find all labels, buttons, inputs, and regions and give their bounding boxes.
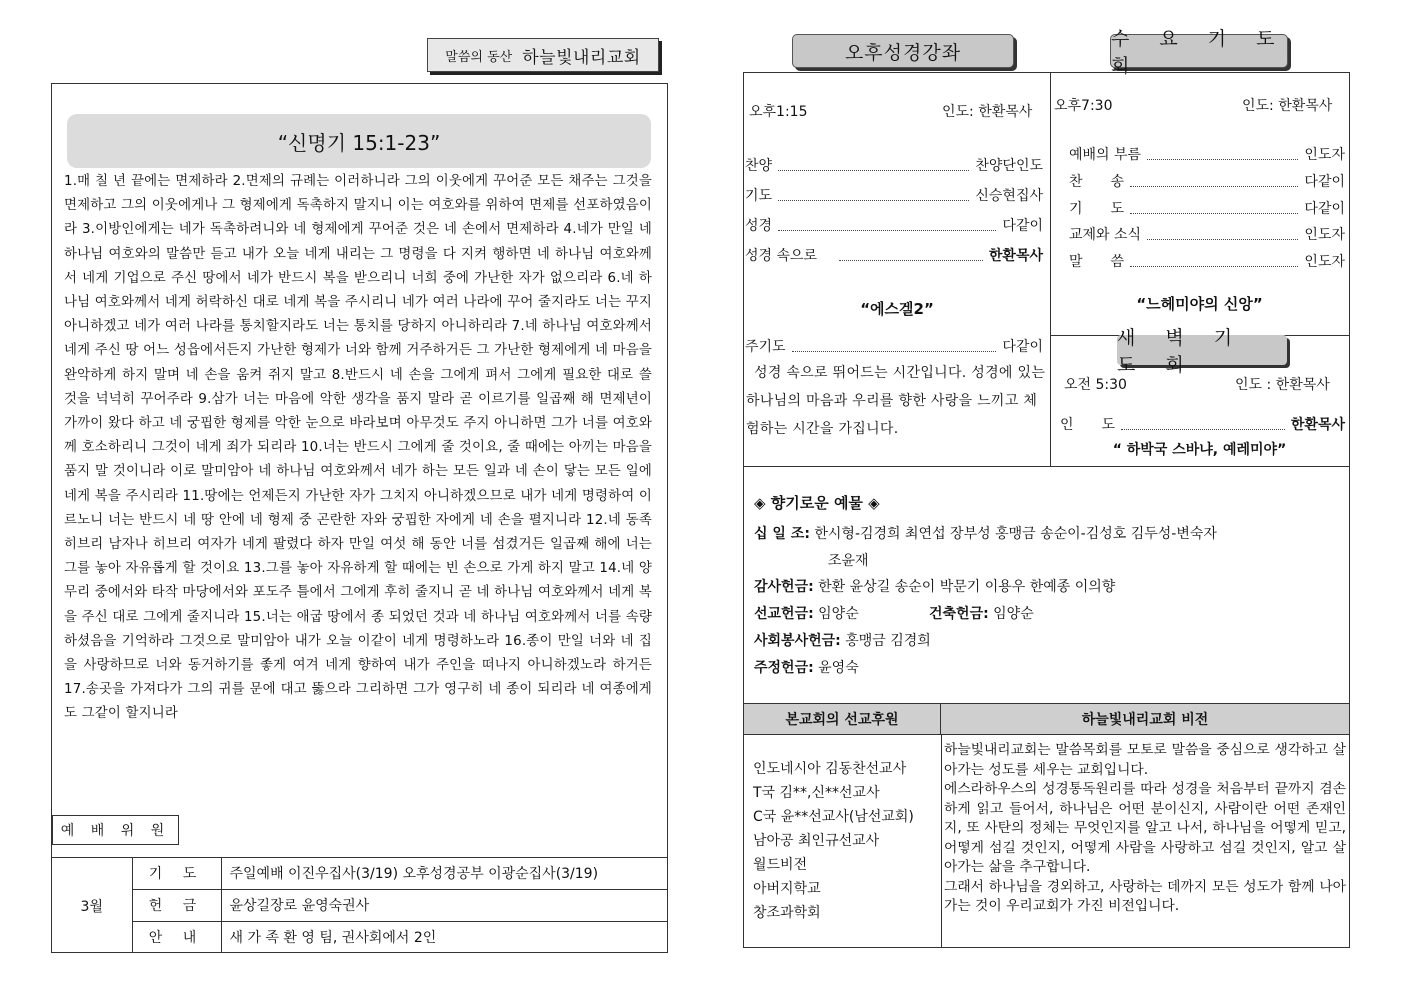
dawn-sermon-title: “ 하박국 스바냐, 예레미야” — [1112, 442, 1287, 458]
offering-mission: 선교헌금: 임양순 — [754, 606, 859, 622]
dawn-leader: 인도 : 한환목사 — [1235, 377, 1330, 393]
afternoon-time: 오후1:15 — [749, 104, 808, 120]
duty-role: 기 도 — [132, 858, 221, 890]
offering-building: 건축헌금: 임양순 — [929, 606, 1034, 622]
list-item: 창조과학회 — [753, 905, 821, 921]
column-divider — [1050, 73, 1051, 466]
table-row — [52, 921, 667, 953]
worship-committee-label: 예 배 위 원 — [52, 815, 179, 845]
scripture-title: “신명기 15:1-23” — [67, 114, 651, 168]
duty-month: 3월 — [52, 858, 132, 954]
wednesday-order-item: 찬 송 다같이 — [1069, 174, 1345, 190]
table-row — [52, 858, 667, 890]
list-item: 아버지학교 — [753, 881, 821, 897]
wednesday-prayer-header: 수 요 기 도 회 — [1111, 28, 1287, 77]
wednesday-time: 오후7:30 — [1054, 98, 1113, 114]
section-divider — [744, 466, 1349, 467]
list-item: 월드비전 — [753, 857, 808, 873]
table-row — [52, 889, 667, 921]
duty-detail: 주일예배 이진우집사(3/19) 오후성경공부 이광순집사(3/19) — [221, 858, 667, 890]
vision-header: 하늘빛내리교회 비전 — [941, 703, 1349, 735]
duty-role: 헌 금 — [132, 889, 221, 921]
afternoon-order-item: 성경 다같이 — [745, 218, 1043, 234]
list-item: T국 김**,신**선교사 — [753, 785, 880, 801]
church-title-tag — [427, 38, 659, 72]
list-item: 남아공 최인규선교사 — [753, 833, 880, 849]
afternoon-description: 성경 속으로 뛰어드는 시간입니다. 성경에 있는 하나님의 마음과 우리를 향한 사랑을 느끼고 체험하는 시간을 가집니다. — [746, 365, 1046, 437]
dawn-prayer-header: 새 벽 기 도 회 — [1117, 335, 1287, 365]
afternoon-order-item: 주기도 다같이 — [745, 339, 1043, 355]
offering-tithe-cont: 조윤재 — [828, 553, 869, 569]
missions-header: 본교회의 선교후원 — [744, 703, 941, 735]
afternoon-order-item: 찬양 찬양단인도 — [745, 158, 1043, 174]
afternoon-sermon-title: “에스겔2” — [860, 300, 934, 318]
wednesday-order-item: 예배의 부름 인도자 — [1069, 147, 1345, 163]
scripture-panel — [51, 83, 668, 953]
offering-social: 사회봉사헌금: 홍맹금 김경희 — [754, 633, 931, 649]
wednesday-order-item: 교제와 소식 인도자 — [1069, 227, 1345, 243]
vision-text: 하늘빛내리교회는 말씀목회를 모토로 말씀을 중심으로 생각하고 살아가는 성도를 세우는 교회입니다. 에스라하우스의 성경통독원리를 따라 성경을 처음부터 끝까지 겸손하게 읽고 들어서, 하나님은 어떤 분이신지, 사람이란 어떤 존재인지, 또 사탄의 정체는 무엇인지를 알고 나서, 하나님을 어떻게 믿고, 어떻게 섬길 것인지, 어떻게 사람을 사랑하고 섬길 것인지, 알고 살아가는 삶을 추구합니다. 그래서 하나님을 경외하고, 사랑하는 데까지 모든 성도가 함께 나아가는 것이 우리교회가 가진 비전입니다. — [944, 742, 1346, 914]
list-item: 인도네시아 김동찬선교사 — [753, 761, 907, 777]
wednesday-order-item: 기 도 다같이 — [1069, 201, 1345, 217]
afternoon-order-item: 기도 신승현집사 — [745, 188, 1043, 204]
dawn-order-item: 인 도 한환목사 — [1060, 417, 1345, 433]
duty-detail: 윤상길장로 윤영숙권사 — [221, 889, 667, 921]
church-name: 하늘빛내리교회 — [522, 47, 641, 68]
duty-detail: 새 가 족 환 영 팀, 권사회에서 2인 — [221, 921, 667, 953]
dawn-time: 오전 5:30 — [1064, 377, 1127, 393]
duty-table — [52, 857, 667, 953]
offering-weekly: 주정헌금: 윤영숙 — [754, 660, 859, 676]
scripture-text: 1.매 칠 년 끝에는 면제하라 2.면제의 규례는 이러하니라 그의 이웃에게 꾸어준 모든 채주는 그것을 면제하고 그의 이웃에게나 그 형제에게 독촉하지 말지니 이는 여호와를 위하여 면제를 선포하였음이라 3.이방인에게는 네가 독촉하려니와 네 형제에게 꾸어준 것은 네 손에서 면제하라 4.네가 만일 네 하나님 여호와의 말씀만 듣고 내가 오늘 네게 내리는 그 명령을 다 지켜 행하면 네 하나님 여호와께서 네게 기업으로 주신 땅에서 네가 반드시 복을 받으리니 너희 중에 가난한 자가 없으리라 6.네 하나님 여호와께서 네게 허락하신 대로 네게 복을 주시리니 네가 여러 나라에 꾸어 줄지라도 너는 꾸지 아니하겠고 네가 여러 나라를 통치할지라도 너는 통치를 당하지 아니하리라 7.네 하나님 여호와께서 네게 주신 땅 어느 성읍에서든지 가난한 형제가 너와 함께 거주하거든 그 가난한 형제에게 네 마음을 완악하게 하지 말며 네 손을 움켜 쥐지 말고 8.반드시 네 손을 그에게 펴서 그에게 필요한 대로 쓸 것을 넉넉히 꾸어주라 9.삼가 너는 마음에 악한 생각을 품지 말라 곧 이르기를 일곱째 해 면제년이 가까이 왔다 하고 네 궁핍한 형제를 악한 눈으로 바라보며 아무것도 주지 아니하면 그가 너를 여호와께 호소하리니 그것이 네게 죄가 되리라 10.너는 반드시 그에게 줄 것이요, 줄 때에는 아끼는 마음을 품지 말 것이니라 이로 말미암아 네 하나님 여호와께서 네가 하는 모든 일과 네 손이 닿는 모든 일에 네게 복을 주시리라 11.땅에는 언제든지 가난한 자가 그치지 아니하겠으므로 내가 네게 명령하여 이르노니 너는 반드시 네 땅 안에 네 형제 중 곤란한 자와 궁핍한 자에게 네 손을 펼지니라 12.네 동족 히브리 남자나 히브리 여자가 네게 팔렸다 하자 만일 여섯 해 동안 너를 섬겼거든 일곱째 해에 너는 그를 놓아 자유롭게 할 것이요 13.그를 놓아 자유하게 할 때에는 빈 손으로 가게 하지 말고 14.네 양 무리 중에서와 타작 마당에서와 포도주 틀에서 그에게 후히 줄지니 곧 네 하나님 여호와께서 네게 복을 주신 대로 그에게 줄지니라 15.너는 애굽 땅에서 종 되었던 것과 네 하나님 여호와께서 너를 속량하셨음을 기억하라 그것으로 말미암아 내가 오늘 이같이 네게 명령하노라 16.종이 만일 너와 네 집을 사랑하므로 너와 동거하기를 좋게 여겨 네게 향하여 내가 주인을 떠나지 아니하겠노라 하거든 17.송곳을 가져다가 그의 귀를 문에 대고 뚫으라 그리하면 그가 영구히 네 종이 되리라 네 여종에게도 그같이 할지니라 — [64, 174, 652, 722]
bottom-divider — [941, 735, 942, 947]
missions-list — [753, 757, 914, 925]
wednesday-sermon-title: “느헤미야의 신앙” — [1136, 295, 1263, 313]
afternoon-lecture-header: 오후성경강좌 — [792, 34, 1014, 68]
schedule-panel — [743, 72, 1350, 948]
offering-thanks: 감사헌금: 한환 윤상길 송순이 박문기 이용우 한예종 이의향 — [754, 579, 1116, 595]
wednesday-leader: 인도: 한환목사 — [1242, 98, 1333, 114]
afternoon-leader: 인도: 한환목사 — [942, 104, 1033, 120]
wednesday-order-item: 말 씀 인도자 — [1069, 254, 1345, 270]
list-item: C국 윤**선교사(남선교회) — [753, 809, 914, 825]
afternoon-order-item: 성경 속으로 한환목사 — [745, 248, 1043, 264]
offerings-title: ◈ 향기로운 예물 ◈ — [754, 494, 880, 512]
church-motto: 말씀의 동산 — [445, 49, 513, 65]
duty-role: 안 내 — [132, 921, 221, 953]
offering-tithe: 십 일 조: 한시형-김경희 최연섭 장부성 홍맹금 송순이-김성호 김두성-변숙자 — [754, 526, 1217, 542]
